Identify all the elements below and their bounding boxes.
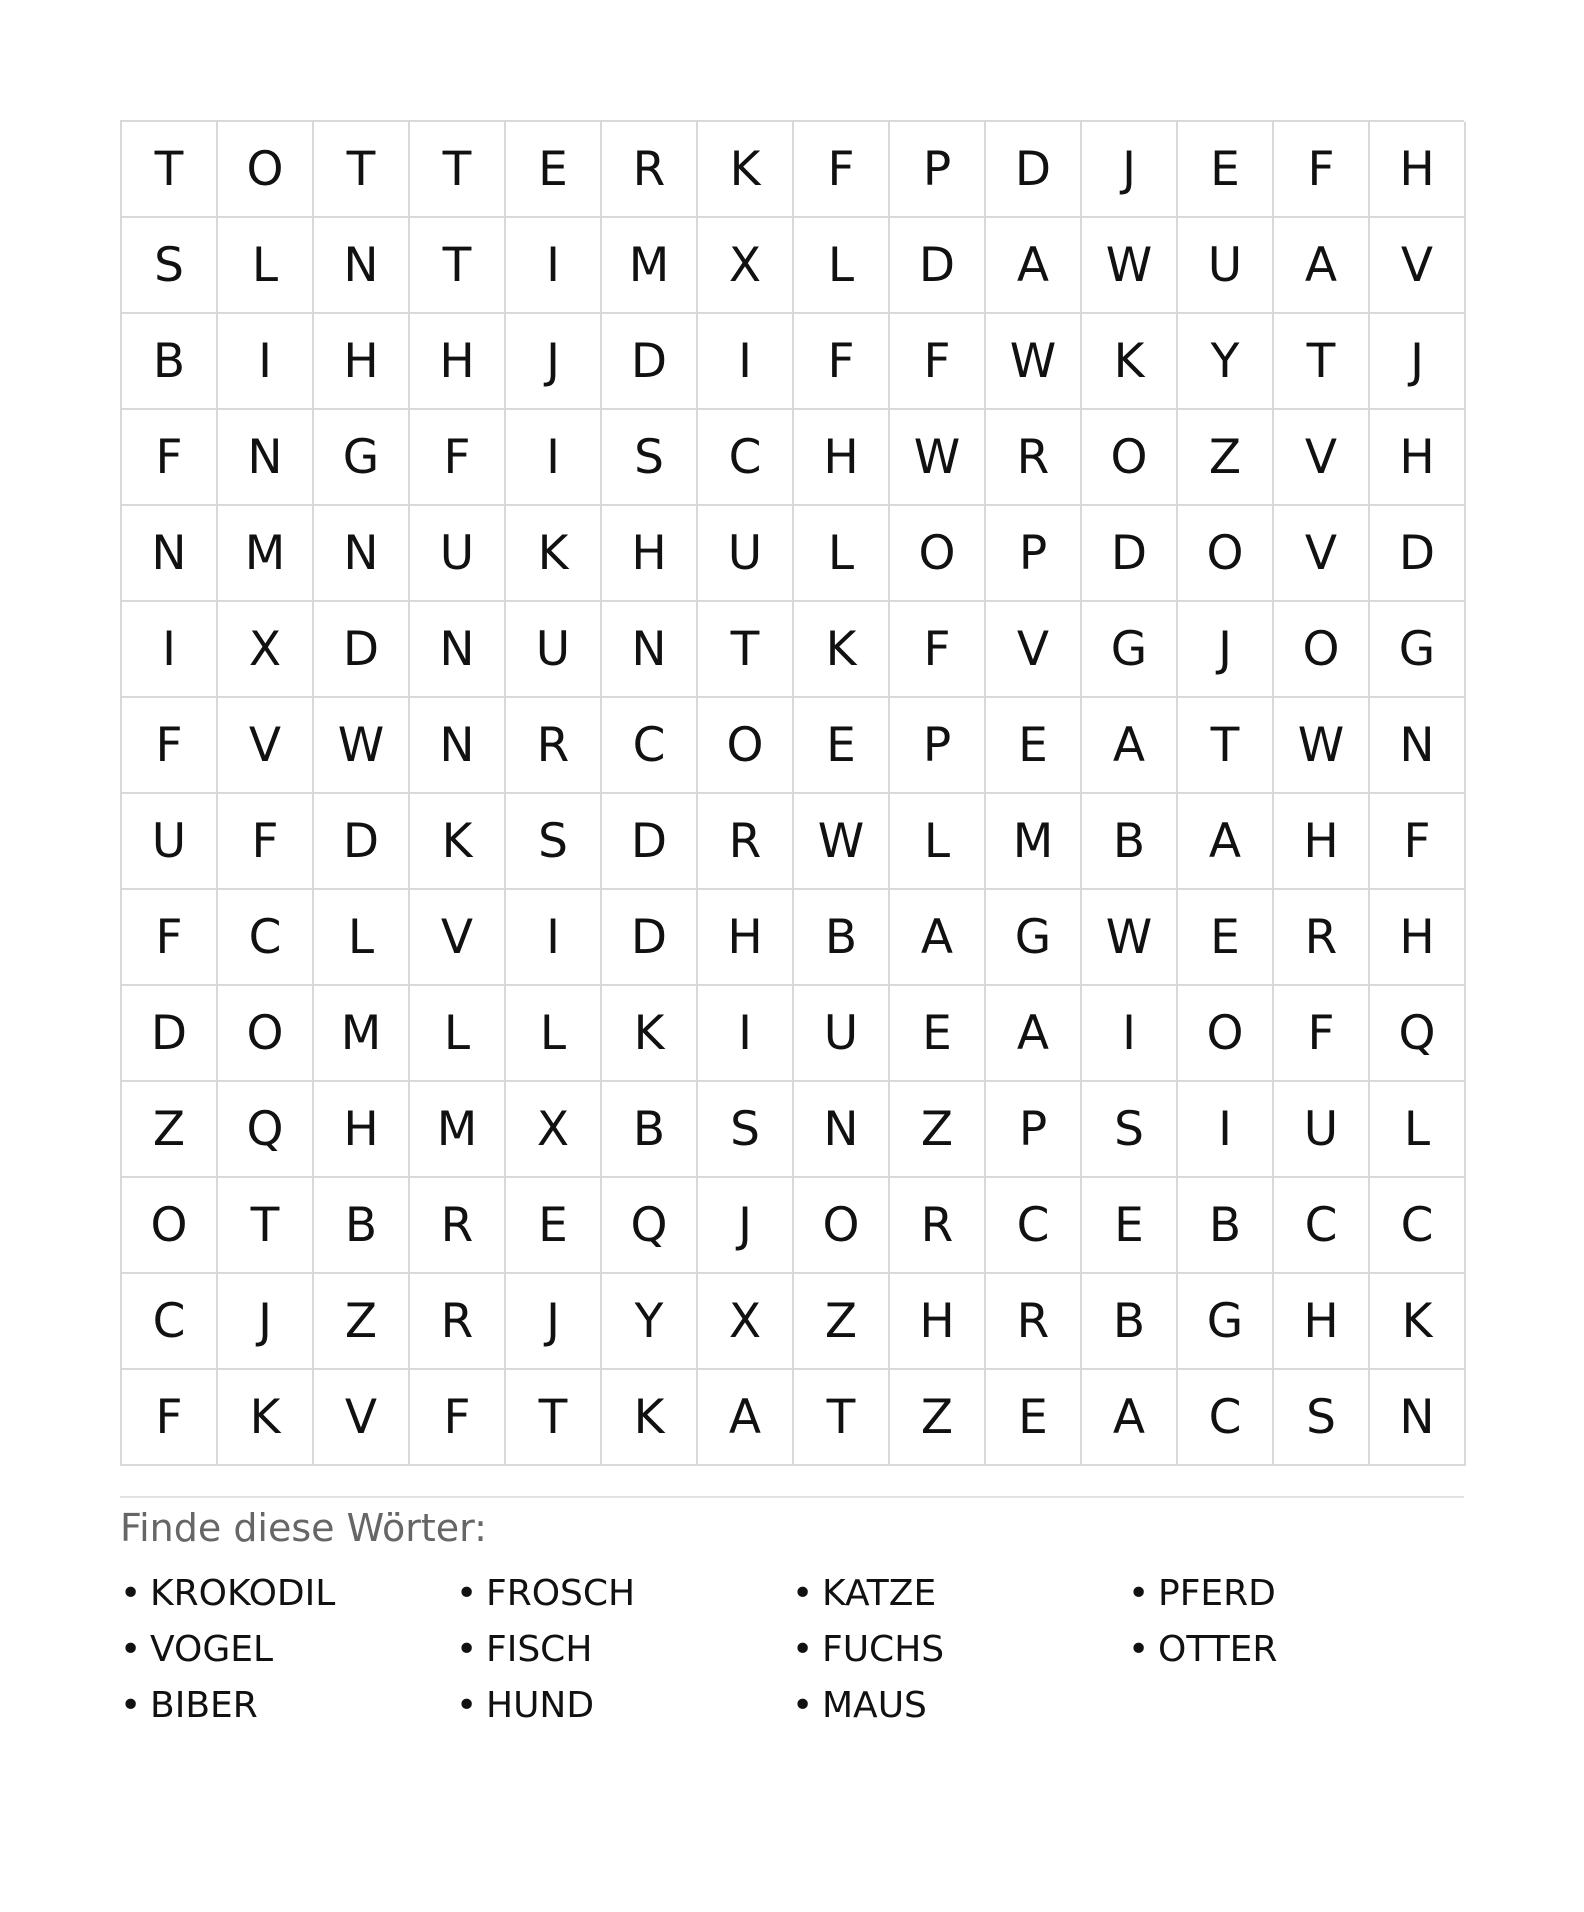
grid-cell[interactable]: V [218, 698, 314, 794]
grid-cell[interactable]: K [602, 986, 698, 1082]
grid-cell[interactable]: A [986, 986, 1082, 1082]
grid-cell[interactable]: N [218, 410, 314, 506]
grid-cell[interactable]: P [986, 1082, 1082, 1178]
grid-cell[interactable]: D [314, 794, 410, 890]
grid-cell[interactable]: I [218, 314, 314, 410]
grid-cell[interactable]: F [890, 314, 986, 410]
grid-cell[interactable]: F [122, 698, 218, 794]
grid-cell[interactable]: O [218, 122, 314, 218]
grid-cell[interactable]: D [122, 986, 218, 1082]
grid-cell[interactable]: D [602, 890, 698, 986]
grid-cell[interactable]: L [794, 218, 890, 314]
words-heading: Finde diese Wörter: [120, 1506, 487, 1550]
grid-cell[interactable]: R [986, 410, 1082, 506]
grid-cell[interactable]: O [1178, 506, 1274, 602]
grid-cell[interactable]: B [314, 1178, 410, 1274]
word-label: KATZE [822, 1573, 937, 1614]
grid-cell[interactable]: I [698, 986, 794, 1082]
word-list-item [792, 1678, 1128, 1734]
grid-cell[interactable]: O [1178, 986, 1274, 1082]
grid-cell[interactable]: L [890, 794, 986, 890]
bullet-icon: • [792, 1629, 814, 1670]
grid-cell[interactable]: B [602, 1082, 698, 1178]
grid-cell[interactable]: S [698, 1082, 794, 1178]
grid-cell[interactable]: X [218, 602, 314, 698]
grid-cell[interactable]: F [122, 1370, 218, 1466]
grid-cell[interactable]: C [218, 890, 314, 986]
grid-cell[interactable]: U [506, 602, 602, 698]
word-label: VOGEL [150, 1629, 274, 1670]
grid-cell[interactable]: C [602, 698, 698, 794]
grid-cell[interactable]: N [410, 698, 506, 794]
grid-cell[interactable]: O [1082, 410, 1178, 506]
bullet-icon: • [456, 1629, 478, 1670]
grid-cell[interactable]: O [218, 986, 314, 1082]
grid-cell[interactable]: N [602, 602, 698, 698]
grid-cell[interactable]: V [410, 890, 506, 986]
grid-cell[interactable]: U [794, 986, 890, 1082]
grid-cell[interactable]: L [1370, 1082, 1466, 1178]
grid-cell[interactable]: T [218, 1178, 314, 1274]
grid-cell[interactable]: L [506, 986, 602, 1082]
grid-cell[interactable]: F [1370, 794, 1466, 890]
grid-cell[interactable]: Z [314, 1274, 410, 1370]
grid-cell[interactable]: L [794, 506, 890, 602]
grid-cell[interactable]: X [506, 1082, 602, 1178]
word-label: MAUS [822, 1685, 927, 1726]
word-list [120, 1566, 1464, 1734]
grid-cell[interactable]: H [794, 410, 890, 506]
grid-cell[interactable]: L [218, 218, 314, 314]
grid-cell[interactable]: D [1082, 506, 1178, 602]
grid-cell[interactable]: D [1370, 506, 1466, 602]
grid-cell[interactable]: Y [1178, 314, 1274, 410]
grid-cell[interactable]: U [1178, 218, 1274, 314]
grid-cell[interactable]: W [1274, 698, 1370, 794]
grid-cell[interactable]: H [602, 506, 698, 602]
grid-cell[interactable]: B [1082, 1274, 1178, 1370]
grid-cell[interactable]: N [794, 1082, 890, 1178]
grid-cell[interactable]: H [1370, 890, 1466, 986]
grid-cell[interactable]: O [122, 1178, 218, 1274]
grid-cell[interactable]: J [698, 1178, 794, 1274]
grid-cell[interactable]: H [890, 1274, 986, 1370]
grid-cell[interactable]: E [890, 986, 986, 1082]
grid-cell[interactable]: U [122, 794, 218, 890]
grid-cell[interactable]: T [410, 218, 506, 314]
grid-cell[interactable]: G [314, 410, 410, 506]
grid-cell[interactable]: F [890, 602, 986, 698]
grid-cell[interactable]: C [1274, 1178, 1370, 1274]
grid-cell[interactable]: N [314, 218, 410, 314]
grid-cell[interactable]: C [698, 410, 794, 506]
grid-cell[interactable]: L [410, 986, 506, 1082]
grid-cell[interactable]: D [890, 218, 986, 314]
grid-cell[interactable]: E [986, 698, 1082, 794]
word-label: FROSCH [486, 1573, 636, 1614]
grid-cell[interactable]: J [506, 1274, 602, 1370]
grid-cell[interactable]: K [602, 1370, 698, 1466]
grid-cell[interactable]: A [890, 890, 986, 986]
grid-cell[interactable]: S [1082, 1082, 1178, 1178]
bullet-icon: • [792, 1573, 814, 1614]
grid-cell[interactable]: Q [1370, 986, 1466, 1082]
grid-cell[interactable]: D [986, 122, 1082, 218]
grid-cell[interactable]: E [506, 1178, 602, 1274]
grid-cell[interactable]: O [698, 698, 794, 794]
grid-cell[interactable]: H [314, 1082, 410, 1178]
grid-cell[interactable]: I [506, 218, 602, 314]
grid-cell[interactable]: W [890, 410, 986, 506]
grid-cell[interactable]: K [218, 1370, 314, 1466]
grid-cell[interactable]: W [794, 794, 890, 890]
grid-cell[interactable]: P [890, 122, 986, 218]
grid-cell[interactable]: N [1370, 1370, 1466, 1466]
grid-cell[interactable]: Q [218, 1082, 314, 1178]
grid-cell[interactable]: D [602, 794, 698, 890]
grid-cell[interactable]: D [602, 314, 698, 410]
grid-cell[interactable]: T [1178, 698, 1274, 794]
grid-cell[interactable]: H [1370, 122, 1466, 218]
word-label: OTTER [1158, 1629, 1278, 1670]
grid-cell[interactable]: H [410, 314, 506, 410]
grid-cell[interactable]: F [410, 1370, 506, 1466]
word-list-item [120, 1622, 456, 1678]
grid-cell[interactable]: G [1370, 602, 1466, 698]
word-list-item [1128, 1622, 1464, 1678]
grid-cell[interactable]: J [1178, 602, 1274, 698]
grid-cell[interactable]: M [218, 506, 314, 602]
grid-cell[interactable]: Z [794, 1274, 890, 1370]
grid-cell[interactable]: F [122, 890, 218, 986]
letter-grid [120, 120, 1464, 1466]
word-list-item [120, 1566, 456, 1622]
grid-cell[interactable]: E [1082, 1178, 1178, 1274]
grid-cell[interactable]: M [314, 986, 410, 1082]
grid-cell[interactable]: G [1178, 1274, 1274, 1370]
grid-cell[interactable]: I [122, 602, 218, 698]
grid-cell[interactable]: T [314, 122, 410, 218]
grid-cell[interactable]: K [506, 506, 602, 602]
grid-cell[interactable]: I [506, 890, 602, 986]
grid-cell[interactable]: F [794, 122, 890, 218]
grid-cell[interactable]: R [410, 1274, 506, 1370]
grid-cell[interactable]: I [698, 314, 794, 410]
grid-cell[interactable]: J [1082, 122, 1178, 218]
word-list-item [456, 1566, 792, 1622]
grid-cell[interactable]: T [410, 122, 506, 218]
grid-cell[interactable]: T [506, 1370, 602, 1466]
grid-cell[interactable]: W [1082, 890, 1178, 986]
word-list-item [792, 1566, 1128, 1622]
grid-cell[interactable]: R [506, 698, 602, 794]
grid-cell[interactable]: S [506, 794, 602, 890]
grid-cell[interactable]: S [122, 218, 218, 314]
grid-cell[interactable]: J [1370, 314, 1466, 410]
grid-cell[interactable]: T [698, 602, 794, 698]
bullet-icon: • [120, 1629, 142, 1670]
grid-cell[interactable]: Z [122, 1082, 218, 1178]
grid-cell[interactable]: S [602, 410, 698, 506]
grid-cell[interactable]: K [794, 602, 890, 698]
grid-cell[interactable]: A [1082, 1370, 1178, 1466]
grid-cell[interactable]: X [698, 218, 794, 314]
bullet-icon: • [456, 1573, 478, 1614]
grid-cell[interactable]: X [698, 1274, 794, 1370]
grid-cell[interactable]: T [122, 122, 218, 218]
grid-cell[interactable]: Y [602, 1274, 698, 1370]
grid-cell[interactable]: D [314, 602, 410, 698]
grid-cell[interactable]: C [122, 1274, 218, 1370]
bullet-icon: • [120, 1573, 142, 1614]
word-label: PFERD [1158, 1573, 1276, 1614]
grid-cell[interactable]: M [986, 794, 1082, 890]
grid-cell[interactable]: R [410, 1178, 506, 1274]
grid-cell[interactable]: I [1082, 986, 1178, 1082]
grid-cell[interactable]: G [1082, 602, 1178, 698]
word-list-item [456, 1622, 792, 1678]
grid-cell[interactable]: N [314, 506, 410, 602]
grid-cell[interactable]: E [1178, 890, 1274, 986]
word-label: KROKODIL [150, 1573, 336, 1614]
grid-cell[interactable]: S [1274, 1370, 1370, 1466]
grid-cell[interactable]: F [794, 314, 890, 410]
grid-cell[interactable]: J [218, 1274, 314, 1370]
grid-cell[interactable]: H [314, 314, 410, 410]
grid-cell[interactable]: I [506, 410, 602, 506]
grid-cell[interactable]: A [1178, 794, 1274, 890]
bullet-icon: • [792, 1685, 814, 1726]
grid-cell[interactable]: B [1082, 794, 1178, 890]
grid-cell[interactable]: E [506, 122, 602, 218]
grid-cell[interactable]: R [1274, 890, 1370, 986]
grid-cell[interactable]: K [1082, 314, 1178, 410]
bullet-icon: • [1128, 1573, 1150, 1614]
grid-cell[interactable]: O [794, 1178, 890, 1274]
grid-cell[interactable]: F [1274, 122, 1370, 218]
word-label: BIBER [150, 1685, 258, 1726]
grid-cell[interactable]: F [1274, 986, 1370, 1082]
grid-cell[interactable]: M [410, 1082, 506, 1178]
grid-cell[interactable]: V [314, 1370, 410, 1466]
grid-cell[interactable]: W [314, 698, 410, 794]
grid-cell[interactable]: H [1274, 1274, 1370, 1370]
grid-cell[interactable]: A [698, 1370, 794, 1466]
grid-cell[interactable]: R [890, 1178, 986, 1274]
grid-cell[interactable]: F [122, 410, 218, 506]
grid-cell[interactable]: F [410, 410, 506, 506]
grid-cell[interactable]: E [986, 1370, 1082, 1466]
grid-cell[interactable]: E [1178, 122, 1274, 218]
grid-cell[interactable]: T [794, 1370, 890, 1466]
word-search-puzzle [120, 120, 1464, 1734]
word-list-item [120, 1678, 456, 1734]
grid-cell[interactable]: A [1082, 698, 1178, 794]
grid-cell[interactable]: T [1274, 314, 1370, 410]
grid-cell[interactable]: U [410, 506, 506, 602]
grid-cell[interactable]: K [698, 122, 794, 218]
grid-cell[interactable]: H [698, 890, 794, 986]
grid-cell[interactable]: P [890, 698, 986, 794]
grid-cell[interactable]: U [1274, 1082, 1370, 1178]
bullet-icon: • [120, 1685, 142, 1726]
grid-cell[interactable]: N [410, 602, 506, 698]
grid-cell[interactable]: V [986, 602, 1082, 698]
grid-cell[interactable]: R [986, 1274, 1082, 1370]
grid-cell[interactable]: O [1274, 602, 1370, 698]
grid-cell[interactable]: K [410, 794, 506, 890]
grid-cell[interactable]: Z [890, 1082, 986, 1178]
grid-cell[interactable]: G [986, 890, 1082, 986]
grid-cell[interactable]: I [1178, 1082, 1274, 1178]
grid-cell[interactable]: C [986, 1178, 1082, 1274]
grid-cell[interactable]: K [1370, 1274, 1466, 1370]
bullet-icon: • [456, 1685, 478, 1726]
grid-cell[interactable]: V [1370, 218, 1466, 314]
grid-cell[interactable]: W [1082, 218, 1178, 314]
word-list-item [1128, 1566, 1464, 1622]
grid-cell[interactable]: M [602, 218, 698, 314]
grid-cell[interactable]: E [794, 698, 890, 794]
divider [120, 1496, 1464, 1498]
grid-cell[interactable]: J [506, 314, 602, 410]
grid-cell[interactable]: Z [890, 1370, 986, 1466]
grid-cell[interactable]: N [1370, 698, 1466, 794]
word-list-item [456, 1678, 792, 1734]
word-list-item [792, 1622, 1128, 1678]
grid-cell[interactable]: Q [602, 1178, 698, 1274]
grid-cell[interactable]: Z [1178, 410, 1274, 506]
word-label: FISCH [486, 1629, 593, 1670]
grid-cell[interactable]: V [1274, 410, 1370, 506]
grid-cell[interactable]: B [122, 314, 218, 410]
grid-cell[interactable]: O [890, 506, 986, 602]
grid-cell[interactable]: R [602, 122, 698, 218]
grid-cell[interactable]: W [986, 314, 1082, 410]
grid-cell[interactable]: C [1178, 1370, 1274, 1466]
grid-cell[interactable]: P [986, 506, 1082, 602]
grid-cell[interactable]: U [698, 506, 794, 602]
word-label: FUCHS [822, 1629, 945, 1670]
grid-cell[interactable]: H [1274, 794, 1370, 890]
grid-cell[interactable]: F [218, 794, 314, 890]
bullet-icon: • [1128, 1629, 1150, 1670]
grid-cell[interactable]: V [1274, 506, 1370, 602]
grid-cell[interactable]: A [1274, 218, 1370, 314]
word-label: HUND [486, 1685, 595, 1726]
grid-cell[interactable]: B [794, 890, 890, 986]
grid-cell[interactable]: R [698, 794, 794, 890]
grid-cell[interactable]: H [1370, 410, 1466, 506]
grid-cell[interactable]: C [1370, 1178, 1466, 1274]
grid-cell[interactable]: A [986, 218, 1082, 314]
grid-cell[interactable]: B [1178, 1178, 1274, 1274]
grid-cell[interactable]: N [122, 506, 218, 602]
grid-cell[interactable]: L [314, 890, 410, 986]
